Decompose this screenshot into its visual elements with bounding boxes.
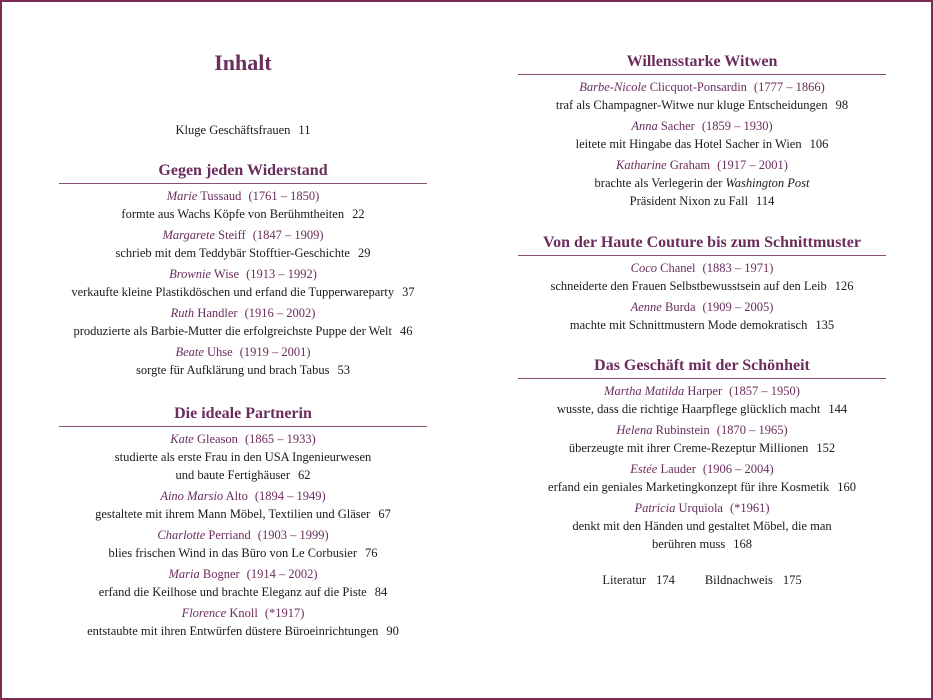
entry-description [518, 535, 886, 553]
page-number: 37 [402, 285, 415, 299]
first-name: Martha Matilda [604, 384, 685, 398]
life-years: (1919 – 2001) [239, 345, 311, 359]
entry-list [59, 427, 427, 640]
life-years: (1913 – 1992) [246, 267, 317, 281]
last-name: Rubinstein [655, 423, 710, 437]
toc-entry [59, 227, 427, 262]
last-name: Knoll [229, 606, 258, 620]
last-name: Lauder [660, 462, 696, 476]
first-name: Brownie [169, 267, 211, 281]
entry-description [59, 361, 427, 379]
publication-title: Washington Post [725, 176, 810, 190]
entry-description [59, 466, 427, 484]
last-name: Tussaud [200, 189, 242, 203]
entry-description [518, 135, 886, 153]
description-text: schrieb mit dem Teddybär Stofftier-Geschichte [115, 246, 350, 260]
description-text: berühren muss [652, 537, 726, 551]
life-years: (1847 – 1909) [252, 228, 324, 242]
person-name-line [59, 527, 427, 544]
life-years: (*1917) [264, 606, 305, 620]
first-name: Maria [168, 567, 200, 581]
person-name-line [518, 260, 886, 277]
section-die-ideale-partnerin [59, 403, 427, 644]
first-name: Anna [631, 119, 658, 133]
description-text: machte mit Schnittmustern Mode demokratisch [569, 318, 808, 332]
description-text: erfand die Keilhose und brachte Eleganz auf die Piste [98, 585, 367, 599]
person-name-line [59, 266, 427, 283]
entry-description [518, 316, 886, 334]
section-willensstarke-witwen [518, 51, 886, 214]
entry-description [59, 583, 427, 601]
description-text: entstaubte mit ihren Entwürfen düstere Büroeinrichtungen [87, 624, 379, 638]
life-years: (1777 – 1866) [753, 80, 825, 94]
entry-description [59, 505, 427, 523]
last-name: Burda [664, 300, 696, 314]
entry-description [518, 439, 886, 457]
page-number: 62 [298, 468, 311, 482]
toc-entry [518, 299, 886, 334]
last-name: Graham [669, 158, 711, 172]
entry-description [59, 244, 427, 262]
life-years: (1883 – 1971) [702, 261, 774, 275]
page-number: 76 [365, 546, 378, 560]
toc-entry [59, 488, 427, 523]
life-years: (1914 – 2002) [246, 567, 318, 581]
first-name: Patricia [634, 501, 676, 515]
entry-description [518, 96, 886, 114]
toc-entry [59, 527, 427, 562]
person-name-line [518, 157, 886, 174]
description-text: und baute Fertighäuser [175, 468, 291, 482]
person-name-line [59, 344, 427, 361]
life-years: (1865 – 1933) [244, 432, 316, 446]
page-number: 168 [733, 537, 752, 551]
last-name: Bogner [202, 567, 240, 581]
last-name: Sacher [660, 119, 695, 133]
description-text: überzeugte mit ihrer Creme-Rezeptur Millionen [568, 441, 809, 455]
toc-entry [518, 461, 886, 496]
first-name: Charlotte [157, 528, 206, 542]
life-years: (1857 – 1950) [729, 384, 800, 398]
page-number: 98 [835, 98, 849, 112]
page-number: 152 [816, 441, 836, 455]
first-name: Marie [166, 189, 198, 203]
first-name: Kate [170, 432, 194, 446]
bildnachweis-page-number: 175 [782, 573, 802, 587]
section-title: Willensstarke Witwen [626, 53, 778, 70]
description-text: erfand ein geniales Marketingkonzept für ihre Kosmetik [548, 480, 830, 494]
entry-list [518, 379, 886, 553]
toc-entry [518, 260, 886, 295]
intro-label: Kluge Geschäftsfrauen [175, 123, 291, 137]
entry-list [518, 75, 886, 210]
section-title: Von der Haute Couture bis zum Schnittmuster [543, 234, 861, 251]
toc-footer [518, 573, 886, 588]
life-years: (*1961) [729, 501, 770, 515]
description-text: traf als Champagner-Witwe nur kluge Entscheidungen [555, 98, 828, 112]
page-number: 106 [809, 137, 829, 151]
entry-description [518, 192, 886, 210]
entry-description [518, 400, 886, 418]
life-years: (1909 – 2005) [702, 300, 774, 314]
first-name: Barbe-Nicole [579, 80, 647, 94]
first-name: Katharine [616, 158, 667, 172]
life-years: (1906 – 2004) [702, 462, 774, 476]
last-name: Handler [197, 306, 238, 320]
entry-description [59, 544, 427, 562]
entry-description [59, 448, 427, 466]
toc-entry [59, 344, 427, 379]
page-number: 53 [337, 363, 350, 377]
toc-entry [518, 118, 886, 153]
person-name-line [518, 422, 886, 439]
first-name: Coco [630, 261, 657, 275]
literatur-page-number: 174 [656, 573, 675, 587]
page-number: 126 [834, 279, 854, 293]
person-name-line [59, 188, 427, 205]
section-haute-couture [518, 232, 886, 338]
description-text: Präsident Nixon zu Fall [629, 194, 749, 208]
entry-description [59, 622, 427, 640]
life-years: (1870 – 1965) [716, 423, 788, 437]
last-name: Gleason [196, 432, 238, 446]
last-name: Chanel [660, 261, 696, 275]
description-text: studierte als erste Frau in den USA Ingenieurwesen [114, 450, 372, 464]
person-name-line [59, 605, 427, 622]
entry-description [518, 174, 886, 192]
first-name: Ruth [170, 306, 195, 320]
page-number: 144 [828, 402, 848, 416]
page-number: 67 [378, 507, 391, 521]
toc-entry [59, 605, 427, 640]
toc-intro-entry [59, 123, 427, 138]
description-text: leitete mit Hingabe das Hotel Sacher in Wien [575, 137, 802, 151]
description-text: denkt mit den Händen und gestaltet Möbel, die man [572, 519, 832, 533]
entry-description [518, 277, 886, 295]
last-name: Alto [225, 489, 248, 503]
description-text: wusste, dass die richtige Haarpflege glücklich macht [556, 402, 821, 416]
section-title: Die ideale Partnerin [174, 405, 312, 422]
person-name-line [59, 227, 427, 244]
description-text: gestaltete mit ihrem Mann Möbel, Textilien und Gläser [95, 507, 371, 521]
entry-description [59, 322, 427, 340]
toc-entry [518, 157, 886, 210]
person-name-line [518, 461, 886, 478]
description-text: brachte als Verlegerin der [594, 176, 723, 190]
last-name: Urquiola [678, 501, 723, 515]
first-name: Aino Marsio [160, 489, 224, 503]
section-geschaeft-schoenheit [518, 355, 886, 557]
first-name: Helena [616, 423, 653, 437]
description-text: schneiderte den Frauen Selbstbewusstsein auf den Leib [550, 279, 827, 293]
description-text: formte aus Wachs Köpfe von Berühmtheiten [121, 207, 345, 221]
page-number: 114 [756, 194, 775, 208]
page-number: 84 [374, 585, 388, 599]
page-number: 135 [815, 318, 835, 332]
person-name-line [59, 431, 427, 448]
last-name: Uhse [207, 345, 233, 359]
life-years: (1917 – 2001) [717, 158, 788, 172]
toc-entry [518, 500, 886, 553]
last-name: Clicquot-Ponsardin [649, 80, 747, 94]
entry-list [518, 256, 886, 334]
page-number: 29 [357, 246, 371, 260]
person-name-line [518, 79, 886, 96]
toc-entry [518, 79, 886, 114]
description-text: sorgte für Aufklärung und brach Tabus [136, 363, 330, 377]
person-name-line [59, 305, 427, 322]
last-name: Wise [213, 267, 240, 281]
bildnachweis-label: Bildnachweis [704, 573, 773, 587]
section-title: Gegen jeden Widerstand [158, 162, 328, 179]
page-number: 22 [352, 207, 365, 221]
entry-description [59, 205, 427, 223]
person-name-line [518, 500, 886, 517]
toc-entry [518, 383, 886, 418]
life-years: (1903 – 1999) [257, 528, 329, 542]
first-name: Estée [630, 462, 658, 476]
description-text: produzierte als Barbie-Mutter die erfolgreichste Puppe der Welt [73, 324, 392, 338]
entry-description [518, 478, 886, 496]
literatur-label: Literatur [602, 573, 647, 587]
last-name: Harper [687, 384, 723, 398]
person-name-line [59, 488, 427, 505]
first-name: Beate [175, 345, 204, 359]
toc-entry [59, 566, 427, 601]
page-number: 46 [399, 324, 413, 338]
person-name-line [518, 118, 886, 135]
life-years: (1761 – 1850) [248, 189, 320, 203]
page-title: Inhalt [214, 50, 272, 75]
entry-list [59, 184, 427, 379]
toc-entry [518, 422, 886, 457]
toc-entry [59, 266, 427, 301]
last-name: Steiff [218, 228, 246, 242]
section-gegen-jeden-widerstand [59, 160, 427, 383]
person-name-line [518, 383, 886, 400]
page-number: 90 [386, 624, 399, 638]
life-years: (1894 – 1949) [254, 489, 326, 503]
description-text: blies frischen Wind in das Büro von Le Corbusier [108, 546, 358, 560]
toc-entry [59, 431, 427, 484]
entry-description [518, 517, 886, 535]
last-name: Perriand [208, 528, 251, 542]
person-name-line [59, 566, 427, 583]
entry-description [59, 283, 427, 301]
life-years: (1859 – 1930) [701, 119, 773, 133]
first-name: Florence [181, 606, 227, 620]
life-years: (1916 – 2002) [244, 306, 316, 320]
toc-entry [59, 305, 427, 340]
toc-entry [59, 188, 427, 223]
section-title: Das Geschäft mit der Schönheit [594, 357, 810, 374]
first-name: Margarete [162, 228, 216, 242]
page-number: 160 [837, 480, 856, 494]
person-name-line [518, 299, 886, 316]
first-name: Aenne [630, 300, 662, 314]
intro-page-number: 11 [298, 123, 311, 137]
description-text: verkaufte kleine Plastikdöschen und erfand die Tupperwareparty [71, 285, 395, 299]
